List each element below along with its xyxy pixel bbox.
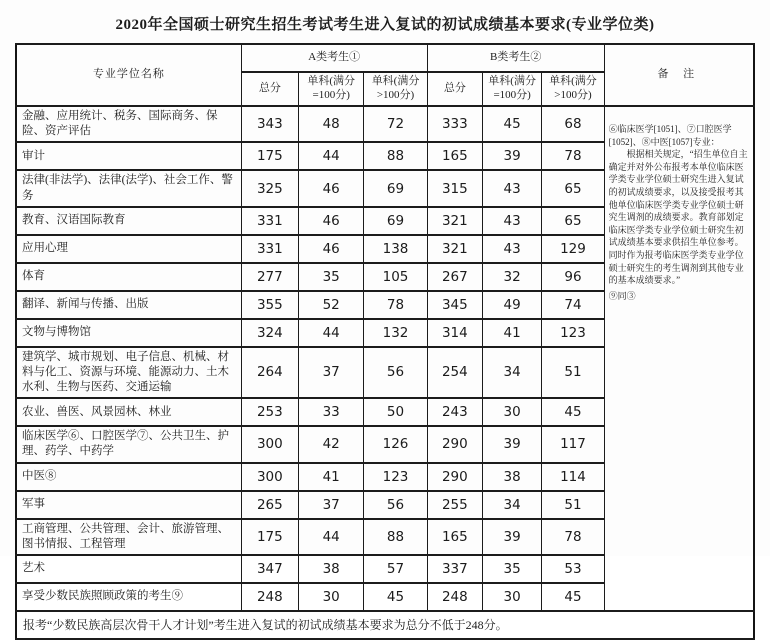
- a-total-cell: 277: [241, 263, 298, 291]
- a-eq100-cell: 37: [299, 491, 364, 519]
- b-total-cell: 267: [427, 263, 482, 291]
- a-gt100-cell: 50: [364, 398, 427, 426]
- spec-name-cell: 农业、兽医、风景园林、林业: [16, 398, 241, 426]
- spec-name-cell: 教育、汉语国际教育: [16, 207, 241, 235]
- footer-row: [16, 611, 754, 639]
- a-total-cell: 253: [241, 398, 298, 426]
- a-total-cell: 248: [241, 583, 298, 611]
- spec-name-cell: 体育: [16, 263, 241, 291]
- footer-note: 报考“少数民族高层次骨干人才计划”考生进入复试的初试成绩基本要求为总分不低于248分。: [16, 611, 754, 639]
- a-total-cell: 324: [241, 319, 298, 347]
- a-gt100-cell: 88: [364, 519, 427, 555]
- remark-paragraph-3: ⑨同③: [608, 290, 636, 301]
- spec-name-cell: 应用心理: [16, 235, 241, 263]
- b-gt100-cell: 117: [542, 426, 604, 462]
- header-row-groups: [16, 44, 754, 72]
- b-eq100-cell: 38: [482, 463, 541, 491]
- a-eq100-cell: 46: [299, 170, 364, 206]
- a-gt100-cell: 56: [364, 347, 427, 399]
- a-gt100-cell: 123: [364, 463, 427, 491]
- header-a-gt100: 单科(满分 >100分): [364, 72, 427, 106]
- header-group-a: A类考生①: [241, 44, 427, 72]
- a-gt100-cell: 56: [364, 491, 427, 519]
- b-eq100-cell: 34: [482, 491, 541, 519]
- a-total-cell: 347: [241, 555, 298, 583]
- table-body: [16, 106, 754, 611]
- spec-name-cell: 艺术: [16, 555, 241, 583]
- remark-cell: [604, 106, 754, 611]
- a-eq100-cell: 30: [299, 583, 364, 611]
- b-total-cell: 333: [427, 106, 482, 142]
- a-eq100-cell: 41: [299, 463, 364, 491]
- spec-name-cell: 享受少数民族照顾政策的考生⑨: [16, 583, 241, 611]
- a-gt100-cell: 57: [364, 555, 427, 583]
- header-spec-name: 专业学位名称: [16, 44, 241, 106]
- spec-name-cell: 审计: [16, 142, 241, 170]
- spec-name-cell: 中医⑧: [16, 463, 241, 491]
- b-eq100-cell: 39: [482, 426, 541, 462]
- b-eq100-cell: 34: [482, 347, 541, 399]
- b-gt100-cell: 68: [542, 106, 604, 142]
- header-b-total: 总分: [427, 72, 482, 106]
- score-requirements-table: [15, 43, 755, 640]
- b-gt100-cell: 65: [542, 170, 604, 206]
- a-total-cell: 300: [241, 426, 298, 462]
- a-eq100-cell: 44: [299, 319, 364, 347]
- b-gt100-cell: 53: [542, 555, 604, 583]
- a-eq100-cell: 48: [299, 106, 364, 142]
- b-gt100-cell: 65: [542, 207, 604, 235]
- header-group-b: B类考生②: [427, 44, 604, 72]
- a-total-cell: 300: [241, 463, 298, 491]
- spec-name-cell: 建筑学、城市规划、电子信息、机械、材料与化工、资源与环境、能源动力、土木水利、生物与医药、交通运输: [16, 347, 241, 399]
- b-gt100-cell: 96: [542, 263, 604, 291]
- b-eq100-cell: 43: [482, 235, 541, 263]
- a-gt100-cell: 72: [364, 106, 427, 142]
- a-gt100-cell: 132: [364, 319, 427, 347]
- a-gt100-cell: 45: [364, 583, 427, 611]
- a-gt100-cell: 105: [364, 263, 427, 291]
- header-b-gt100: 单科(满分 >100分): [542, 72, 604, 106]
- a-gt100-cell: 69: [364, 170, 427, 206]
- b-total-cell: 337: [427, 555, 482, 583]
- b-total-cell: 243: [427, 398, 482, 426]
- remark-paragraph-1: ⑥临床医学[1051]、⑦口腔医学[1052]、⑧中医[1057]专业：: [608, 124, 732, 147]
- b-gt100-cell: 123: [542, 319, 604, 347]
- spec-name-cell: 金融、应用统计、税务、国际商务、保险、资产评估: [16, 106, 241, 142]
- a-gt100-cell: 78: [364, 291, 427, 319]
- spec-name-cell: 工商管理、公共管理、会计、旅游管理、图书情报、工程管理: [16, 519, 241, 555]
- b-gt100-cell: 51: [542, 347, 604, 399]
- a-eq100-cell: 46: [299, 235, 364, 263]
- remark-paragraph-2: 根据相关规定，“招生单位自主确定并对外公布报考本单位临床医学类专业学位硕士研究生进入复试的初试成绩要求，以及接受报考其他单位临床医学类专业学位硕士研究生调剂的成绩要求。教育部划定临床医学类专业学位硕士研究生初试成绩基本要求供招生单位参考。同时作为报考临床医学类专业学位硕士研究生的考生调剂到其他专业的基本成绩要求。”: [608, 149, 748, 286]
- a-eq100-cell: 38: [299, 555, 364, 583]
- header-a-eq100: 单科(满分 =100分): [299, 72, 364, 106]
- b-eq100-cell: 39: [482, 519, 541, 555]
- a-eq100-cell: 44: [299, 519, 364, 555]
- b-total-cell: 290: [427, 426, 482, 462]
- b-eq100-cell: 43: [482, 170, 541, 206]
- b-eq100-cell: 30: [482, 398, 541, 426]
- a-eq100-cell: 52: [299, 291, 364, 319]
- a-eq100-cell: 35: [299, 263, 364, 291]
- spec-name-cell: 军事: [16, 491, 241, 519]
- header-a-total: 总分: [241, 72, 298, 106]
- b-total-cell: 165: [427, 519, 482, 555]
- spec-name-cell: 文物与博物馆: [16, 319, 241, 347]
- b-eq100-cell: 49: [482, 291, 541, 319]
- spec-name-cell: 临床医学⑥、口腔医学⑦、公共卫生、护理、药学、中药学: [16, 426, 241, 462]
- b-total-cell: 315: [427, 170, 482, 206]
- a-eq100-cell: 46: [299, 207, 364, 235]
- b-eq100-cell: 35: [482, 555, 541, 583]
- b-total-cell: 321: [427, 207, 482, 235]
- a-gt100-cell: 138: [364, 235, 427, 263]
- a-eq100-cell: 42: [299, 426, 364, 462]
- b-eq100-cell: 41: [482, 319, 541, 347]
- b-total-cell: 321: [427, 235, 482, 263]
- b-gt100-cell: 78: [542, 142, 604, 170]
- b-gt100-cell: 45: [542, 398, 604, 426]
- b-eq100-cell: 39: [482, 142, 541, 170]
- spec-name-cell: 翻译、新闻与传播、出版: [16, 291, 241, 319]
- b-eq100-cell: 30: [482, 583, 541, 611]
- b-gt100-cell: 51: [542, 491, 604, 519]
- page-title: 2020年全国硕士研究生招生考试考生进入复试的初试成绩基本要求(专业学位类): [115, 17, 655, 33]
- b-total-cell: 248: [427, 583, 482, 611]
- a-total-cell: 331: [241, 207, 298, 235]
- b-gt100-cell: 114: [542, 463, 604, 491]
- a-gt100-cell: 126: [364, 426, 427, 462]
- table-row: [16, 106, 754, 142]
- a-total-cell: 175: [241, 142, 298, 170]
- b-total-cell: 345: [427, 291, 482, 319]
- a-total-cell: 355: [241, 291, 298, 319]
- a-total-cell: 264: [241, 347, 298, 399]
- a-eq100-cell: 44: [299, 142, 364, 170]
- b-total-cell: 255: [427, 491, 482, 519]
- table-footer: [16, 611, 754, 639]
- b-eq100-cell: 45: [482, 106, 541, 142]
- a-gt100-cell: 88: [364, 142, 427, 170]
- b-eq100-cell: 43: [482, 207, 541, 235]
- b-total-cell: 254: [427, 347, 482, 399]
- b-gt100-cell: 129: [542, 235, 604, 263]
- a-total-cell: 331: [241, 235, 298, 263]
- a-total-cell: 265: [241, 491, 298, 519]
- a-eq100-cell: 33: [299, 398, 364, 426]
- b-total-cell: 314: [427, 319, 482, 347]
- a-total-cell: 175: [241, 519, 298, 555]
- table-header: [16, 44, 754, 106]
- header-remark: 备 注: [604, 44, 754, 106]
- spec-name-cell: 法律(非法学)、法律(法学)、社会工作、警务: [16, 170, 241, 206]
- a-eq100-cell: 37: [299, 347, 364, 399]
- b-gt100-cell: 45: [542, 583, 604, 611]
- b-eq100-cell: 32: [482, 263, 541, 291]
- b-total-cell: 290: [427, 463, 482, 491]
- b-total-cell: 165: [427, 142, 482, 170]
- a-total-cell: 343: [241, 106, 298, 142]
- a-gt100-cell: 69: [364, 207, 427, 235]
- header-b-eq100: 单科(满分 =100分): [482, 72, 541, 106]
- b-gt100-cell: 78: [542, 519, 604, 555]
- b-gt100-cell: 74: [542, 291, 604, 319]
- a-total-cell: 325: [241, 170, 298, 206]
